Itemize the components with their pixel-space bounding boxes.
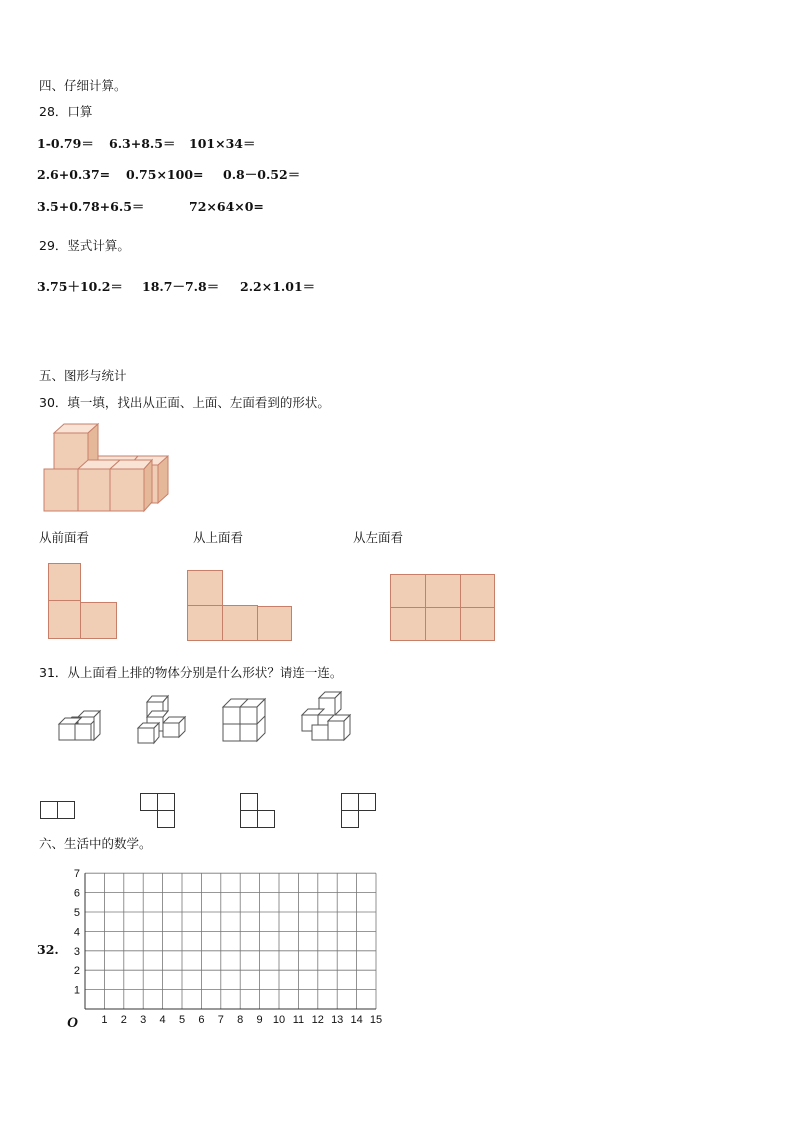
calc-item: 6.3+8.5＝ xyxy=(109,136,176,151)
x-tick-label: 2 xyxy=(120,1014,127,1026)
x-tick-label: 15 xyxy=(369,1014,383,1026)
calc-item: 3.5+0.78+6.5＝ xyxy=(37,199,145,214)
question-30-label: 30．填一填，找出从正面、上面、左面看到的形状。 xyxy=(39,395,330,410)
y-tick-label: 1 xyxy=(73,984,80,997)
x-tick-label: 9 xyxy=(256,1014,263,1026)
question-31-label: 31．从上面看上排的物体分别是什么形状？请连一连。 xyxy=(39,665,343,680)
x-tick-label: 14 xyxy=(350,1014,363,1026)
section-6-heading: 六、生活中的数学。 xyxy=(39,836,152,851)
x-tick-label: 6 xyxy=(198,1014,205,1026)
y-tick-label: 7 xyxy=(73,868,80,881)
calc-item: 2.6+0.37= xyxy=(37,167,111,182)
left-view-label: 从左面看 xyxy=(353,530,404,545)
x-tick-label: 1 xyxy=(101,1014,108,1026)
y-tick-label: 6 xyxy=(73,887,80,900)
section-5-heading: 五、图形与统计 xyxy=(39,368,127,383)
origin-label: O xyxy=(67,1015,78,1031)
x-tick-label: 10 xyxy=(272,1014,286,1026)
x-tick-label: 13 xyxy=(331,1014,344,1026)
question-32-number: 32. xyxy=(37,942,59,957)
vertical-calc-item: 18.7－7.8＝ xyxy=(142,279,220,294)
question-28-label: 28．口算 xyxy=(39,104,93,119)
y-tick-label: 4 xyxy=(73,926,80,939)
vertical-calc-item: 3.75＋10.2＝ xyxy=(37,279,123,294)
x-tick-label: 11 xyxy=(292,1014,305,1026)
y-tick-label: 5 xyxy=(73,907,80,919)
front-view-label: 从前面看 xyxy=(39,530,90,545)
x-tick-label: 12 xyxy=(311,1014,324,1026)
question-29-label: 29．竖式计算。 xyxy=(39,238,130,253)
calc-item: 1-0.79＝ xyxy=(37,136,94,151)
calc-item: 101×34＝ xyxy=(189,136,256,151)
x-tick-label: 4 xyxy=(159,1014,166,1026)
section-4-heading: 四、仔细计算。 xyxy=(39,78,127,93)
calc-item: 0.75×100= xyxy=(126,167,204,182)
top-view-label: 从上面看 xyxy=(193,530,244,545)
calc-item: 72×64×0= xyxy=(189,199,264,214)
x-tick-label: 7 xyxy=(217,1014,224,1026)
x-tick-label: 3 xyxy=(140,1014,147,1026)
y-tick-label: 3 xyxy=(73,945,80,958)
x-tick-label: 8 xyxy=(237,1014,244,1026)
y-tick-label: 2 xyxy=(73,965,80,978)
calc-item: 0.8－0.52＝ xyxy=(223,167,301,182)
x-tick-label: 5 xyxy=(178,1014,186,1026)
vertical-calc-item: 2.2×1.01＝ xyxy=(240,279,316,294)
